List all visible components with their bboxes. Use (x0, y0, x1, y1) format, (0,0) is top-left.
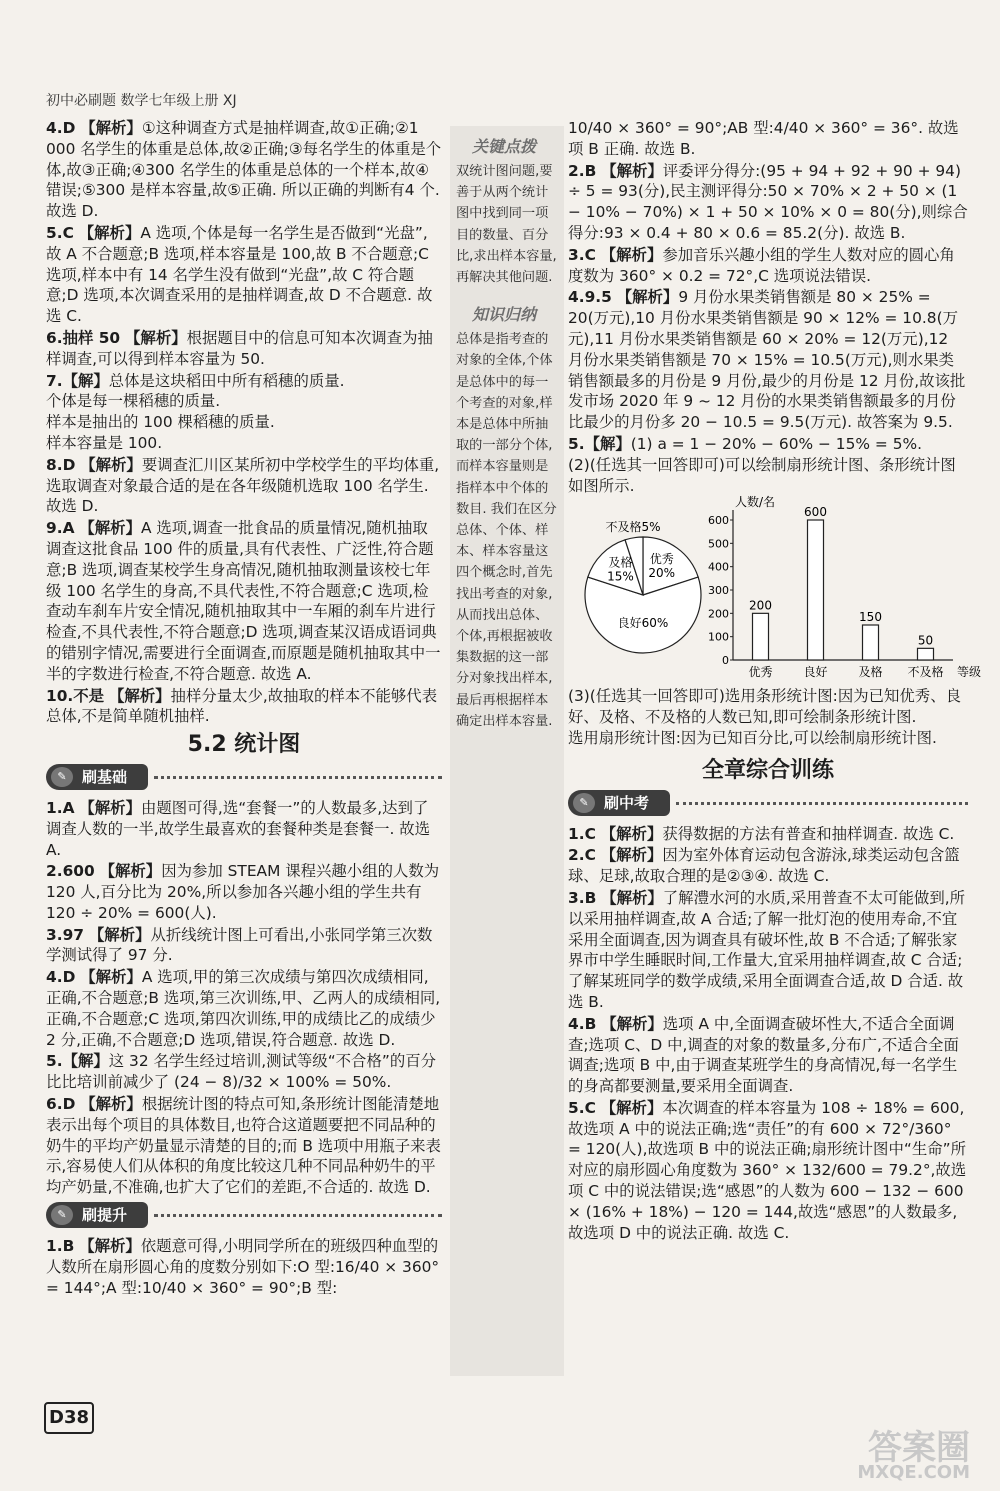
bar-data-label: 200 (749, 598, 772, 613)
item-tag: 【解析】 (79, 798, 141, 817)
item-answer: C (584, 824, 596, 843)
item-number: 2. (46, 862, 63, 881)
item-tag: 【解析】 (600, 846, 663, 865)
answer-item (46, 967, 442, 1050)
answer-item (568, 888, 968, 1013)
item-text: 因为参加 STEAM 课程兴趣小组的人数为 120 人,百分比为 20%,所以参加各兴趣小组的学生共有 120 ÷ 20% = 600(人). (46, 862, 440, 922)
item-number: 2. (568, 161, 585, 180)
y-tick-label: 500 (708, 537, 729, 551)
band-basic-pill (46, 764, 148, 790)
bar (753, 614, 769, 661)
item-number: 7. (46, 371, 63, 390)
item-text: 要调查汇川区某所初中学校学生的平均体重,选取调查对象最合适的是在各年级随机选取 100 名学生. 故选 D. (46, 455, 440, 516)
sidebar-text-key: 双统计图问题,要善于从两个统计图中找到同一项目的数量、百分比,求出样本容量,再解决其他问题. (456, 164, 557, 286)
item-answer: D (62, 1095, 76, 1114)
band-basic (46, 764, 442, 792)
item-answer: B (584, 1014, 597, 1033)
item-tag: 【解析】 (79, 519, 141, 538)
item-number: 4. (46, 968, 63, 987)
x-tick-label: 优秀 (748, 665, 773, 680)
y-tick-label: 400 (708, 561, 729, 575)
item-tag: 【解析】 (80, 119, 142, 137)
item-text: A 选项,调查一批食品的质量情况,随机抽取调查这批食品 100 件的质量,具有代表性、广泛性,符合题意;B 选项,调查某校学生身高情况,随机抽取测量该校七年级 100 名学生的身高,不具代表性,不符合题意;C 选项,检查动车刹车片安全情况,随机抽取其中一车厢的刹车片进行检查,不具代表性,不符合题意;D 选项,调查某汉语成语词典的错别字情况,需要进行全面调查,而原题是随机抽取其中一半的字数进行检查,不符合题意. 故选 A. (46, 519, 441, 683)
band-advanced (46, 1202, 442, 1230)
item-answer: A (62, 798, 75, 817)
item-answer: 9.5 (584, 288, 612, 307)
answer-item (46, 223, 442, 327)
left-column (46, 118, 442, 1299)
item-text: 了解澧水河的水质,采用普查不太可能做到,所以采用抽样调查,故 A 合适;了解一批灯泡的使用寿命,不宜采用全面调查,因为调查具有破坏性,故 B 不合适;了解张家界市中学生睡眠时间,工作量大,宜采用抽样调查,故 C 合适;了解某班同学的数学成绩,采用全面调查合适,故 D 合适. 故选 B. (568, 888, 965, 1011)
item-tag: 【解析】 (99, 862, 162, 881)
answer-item (46, 925, 442, 967)
x-tick-label: 不及格 (907, 665, 944, 680)
section-title-5-2: 5.2 统计图 (187, 732, 301, 758)
item-tag: 【解】 (62, 1052, 109, 1071)
brush-icon: ✎ (573, 793, 595, 813)
item-text: 依题意可得,小明同学所在的班级四种血型的人数所在扇形圆心角的度数分别如下:O 型:16/40 × 360° = 144°;A 型:10/40 × 360° = 90°;B 型: (46, 1237, 440, 1297)
item-number: 3. (568, 888, 585, 907)
item-tag: 【解析】 (78, 223, 141, 242)
answer-item (568, 434, 968, 496)
answer-item (46, 371, 442, 454)
item-tag: 【解析】 (600, 1098, 663, 1117)
item-tag: 【解析】 (80, 968, 142, 987)
x-tick-label: 良好 (803, 665, 828, 680)
answer-item (568, 245, 968, 287)
item-text: 从折线统计图上可看出,小张同学第三次数学测试得了 97 分. (46, 925, 433, 965)
sidebar-notes (450, 126, 564, 1376)
item-text: 根据统计图的特点可知,条形统计图能清楚地表示出每个项目的具体数目,也符合这道题要把不同品种的奶牛的平均产奶量显示清楚的目的;而 B 选项中用瓶子来表示,容易使人们从体积的角度比较这几种不同品种奶牛的平均产奶量,不准确,也扩大了它们的差距,不合适的. 故选 D. (46, 1095, 441, 1197)
pie-label: 15% (607, 569, 634, 584)
item-number: 6. (46, 328, 63, 347)
item-number: 10. (46, 686, 74, 705)
item-answer: 抽样 50 (62, 328, 121, 347)
pie-label: 及格 (608, 555, 633, 570)
bar (863, 625, 879, 660)
item-tag: 【解析】 (80, 1095, 142, 1114)
watermark: 答案圈 (868, 1428, 970, 1468)
x-tick-label: 及格 (858, 665, 883, 680)
item-number: 4. (568, 288, 585, 307)
item-tag: 【解析】 (79, 1237, 141, 1256)
item-text: 由题图可得,选“套餐一”的人数最多,达到了调查人数的一半,故学生最喜欢的套餐种类是套餐一. 故选 A. (46, 798, 431, 859)
item-answer: B (62, 1237, 75, 1256)
item-tag: 【解析】 (108, 686, 171, 705)
answer-item (46, 1236, 442, 1298)
item-answer: 不是 (73, 686, 105, 705)
item-answer: C (584, 245, 596, 264)
y-tick-label: 300 (708, 584, 729, 598)
item-tag: 【解析】 (601, 161, 663, 180)
item-number: 5. (568, 434, 585, 453)
answer-item (568, 1098, 968, 1244)
answer-item (568, 161, 968, 244)
item-answer: D (62, 968, 76, 987)
answer-item (46, 798, 442, 860)
band-basic-label: 刷基础 (82, 767, 128, 786)
item-number: 5. (568, 1098, 585, 1117)
item-answer: C (584, 846, 596, 865)
band-advanced-dots (154, 1214, 442, 1217)
item-tag: 【解】 (584, 434, 631, 453)
y-tick-label: 0 (722, 654, 729, 668)
sidebar-text-knowledge: 总体是指考查的对象的全体,个体是总体中的每一个考查的对象,样本是总体中所抽取的一部分个体,而样本容量则是指样本中个体的数目. 我们在区分总体、个体、样本、样本容量这四个概念时,首先找出考查的对象,从而找出总体、个体,再根据被收集数据的这一部分对象找出样本,最后再根据样本确定出样本容量. (456, 332, 557, 729)
watermark-url: MXQE.COM (857, 1462, 970, 1483)
item-answer: D (62, 455, 76, 474)
y-tick-label: 200 (708, 607, 729, 621)
band-advanced-label: 刷提升 (82, 1206, 128, 1225)
running-header: 初中必刷题 数学七年级上册 XJ (46, 93, 237, 109)
band-exam-dots (676, 802, 968, 805)
answer-item (46, 518, 442, 684)
after-chart-text: (3)(任选其一回答即可)选用条形统计图:因为已知优秀、良好、及格、不及格的人数已知,即可绘制条形统计图. 选用扇形统计图:因为已知百分比,可以绘制扇形统计图. (568, 687, 961, 747)
pie-label: 20% (648, 566, 676, 581)
item-number: 6. (46, 1095, 63, 1114)
bar-data-label: 50 (917, 633, 934, 648)
pie-label: 良好60% (617, 616, 669, 631)
band-exam-label: 刷中考 (604, 793, 650, 812)
item-number: 8. (46, 455, 63, 474)
answer-item (568, 118, 968, 160)
answer-item (46, 118, 442, 222)
answer-item (46, 455, 442, 517)
item-answer: A (62, 519, 75, 538)
item-tag: 【解析】 (88, 925, 151, 944)
item-number: 5. (46, 1052, 63, 1071)
item-text: 这 32 名学生经过培训,测试等级“不合格”的百分比比培训前减少了 (24 − 8)/32 × 100% = 50%. (46, 1052, 436, 1092)
answer-item (568, 287, 968, 433)
item-text: A 选项,个体是每一名学生是否做到“光盘”,故 A 不合题意;B 选项,样本容量是 100,故 B 不合题意;C 选项,样本中有 14 名学生没有做到“光盘”,故 C 符合题意;D 选项,本次调查采用的是抽样调查,故 D 不合题意. 故选 C. (46, 223, 433, 326)
answer-item (568, 845, 968, 887)
answer-item (46, 1051, 442, 1093)
right-column (568, 118, 982, 1244)
y-tick-label: 600 (708, 514, 729, 528)
bar (808, 520, 824, 660)
item-number: 3. (568, 245, 585, 264)
item-number: 4. (568, 1014, 585, 1033)
chart-area (568, 495, 982, 680)
item-tag: 【解】 (62, 371, 109, 390)
item-number: 1. (568, 824, 585, 843)
band-advanced-pill (46, 1202, 148, 1228)
answer-item (46, 328, 442, 370)
item-text: 获得数据的方法有普查和抽样调查. 故选 C. (662, 824, 955, 843)
item-tag: 【解析】 (80, 455, 142, 474)
page-number: D38 (44, 1402, 94, 1434)
item-answer: C (584, 1098, 596, 1117)
item-text: 选项 A 中,全面调查破坏性大,不适合全面调查;选项 C、D 中,调查的对象的数量多,分布广,不适合全面调查;选项 B 中,由于调查某班学生的身高情况,每一名学生的身高都要测量,要采用全面调查. (568, 1014, 959, 1096)
item-tag: 【解析】 (601, 1014, 663, 1033)
item-text: 评委评分得分:(95 + 94 + 92 + 90 + 94) ÷ 5 = 93(分),民主测评得分:50 × 70% × 2 + 50 × (1 − 10% − 70%) × 1 + 50 × 10% × 0 = 80(分),则综合得分:93 × 0.4 + 80 × 0.6 = 85.2(分). 故选 B. (568, 161, 968, 242)
item-answer: D (62, 119, 76, 137)
item-tag: 【解析】 (600, 245, 663, 264)
item-answer: C (62, 223, 74, 242)
item-text: 本次调查的样本容量为 108 ÷ 18% = 600,故选项 A 中的说法正确;选“责任”的有 600 × 72°/360° = 120(人),故选项 B 中的说法正确;扇形统计图中“生命”所对应的扇形圆心角度数为 360° × 132/600 = 79.2°,故选项 C 中的说法错误;选“感恩”的人数为 600 − 132 − 600 × (16% + 18%) − 120 = 144,故选“感恩”的人数最多,故选项 D 中的说法正确. 故选 C. (568, 1098, 967, 1242)
item-text: ①这种调查方式是抽样调查,故①正确;②1 000 名学生的体重是总体,故②正确;③每名学生的体重是个体,故③正确;④300 名学生的体重是总体的一个样本,故④错误;⑤300 是样本容量,故⑤正确. 所以正确的判断有4 个. 故选 D. (46, 119, 442, 221)
sidebar-title-knowledge: 知识归纳 (472, 305, 537, 325)
item-answer: B (584, 888, 597, 907)
item-text: (1) a = 1 − 20% − 60% − 15% = 5%. (2)(任选其一回答即可)可以绘制扇形统计图、条形统计图如图所示. (568, 434, 956, 495)
band-exam-pill (568, 790, 670, 816)
answer-item (46, 686, 442, 728)
item-text: 9 月份水果类销售额是 80 × 25% = 20(万元),10 月份水果类销售额是 90 × 12% = 10.8(万元),11 月份水果类销售额是 60 × 20% = 12(万元),12 月份水果类销售额是 70 × 15% = 10.5(万元),则水果类销售额最多的月份是 9 月份,最少的月份是 12 月份,故该批发市场 2020 年 9 ~ 12 月份的水果类销售额最多的月份比最少的月份多 20 − 10.5 = 9.5(万元). 故答案为 9.5. (568, 288, 966, 432)
item-tag: 【解析】 (600, 824, 663, 843)
item-answer: 97 (62, 925, 84, 944)
item-tag: 【解析】 (601, 888, 663, 907)
item-tag: 【解析】 (125, 328, 187, 347)
bar-data-label: 150 (859, 610, 882, 625)
answer-item (568, 824, 968, 845)
item-tag: 【解析】 (616, 288, 679, 307)
item-text: 因为室外体育运动包含游泳,球类运动包含篮球、足球,故取合理的是②③④. 故选 C. (568, 846, 960, 886)
brush-icon: ✎ (51, 767, 73, 787)
section-title-chapter: 全章综合训练 (701, 757, 834, 783)
answer-item (46, 861, 442, 923)
bar (918, 649, 934, 661)
item-text: A 选项,甲的第三次成绩与第四次成绩相同,正确,不合题意;B 选项,第三次训练,甲、乙两人的成绩相同,正确,不合题意;C 选项,第四次训练,甲的成绩比乙的成绩少 2 分,正确,不合题意;D 选项,错误,符合题意. 故选 D. (46, 968, 441, 1049)
brush-icon: ✎ (51, 1205, 73, 1225)
item-text: 参加音乐兴趣小组的学生人数对应的圆心角度数为 360° × 0.2 = 72°,C 选项说法错误. (568, 245, 955, 285)
item-number: 9. (46, 519, 63, 538)
item-number: 3. (46, 925, 63, 944)
item-number: 2. (568, 846, 585, 865)
band-exam (568, 790, 968, 818)
answer-item (568, 1014, 968, 1097)
item-number: 5. (46, 223, 63, 242)
band-basic-dots (154, 776, 442, 779)
pie-label: 不及格5% (605, 520, 661, 535)
statistics-charts (568, 495, 982, 680)
item-answer: B (584, 161, 597, 180)
sidebar-title-key: 关键点拨 (472, 137, 537, 156)
item-text: 总体是这块稻田中所有稻穗的质量. 个体是每一棵稻穗的质量. 样本是抽出的 100 棵稻穗的质量. 样本容量是 100. (46, 371, 345, 452)
y-axis-label: 人数/名 (735, 495, 776, 510)
x-axis-label: 等级 (957, 665, 982, 680)
y-tick-label: 100 (708, 631, 729, 645)
item-text: 根据题目中的信息可知本次调查为抽样调查,可以得到样本容量为 50. (46, 328, 433, 368)
item-text: 10/40 × 360° = 90°;AB 型:4/40 × 360° = 36°. 故选项 B 正确. 故选 B. (568, 119, 959, 158)
item-number: 1. (46, 1237, 63, 1256)
item-text: 抽样分量太少,故抽取的样本不能够代表总体,不是简单随机抽样. (46, 686, 438, 726)
answer-item (46, 1094, 442, 1198)
item-number: 1. (46, 798, 63, 817)
bar-data-label: 600 (804, 505, 827, 520)
item-answer: 600 (62, 862, 95, 881)
pie-label: 优秀 (649, 552, 674, 567)
item-number: 4. (46, 119, 63, 137)
